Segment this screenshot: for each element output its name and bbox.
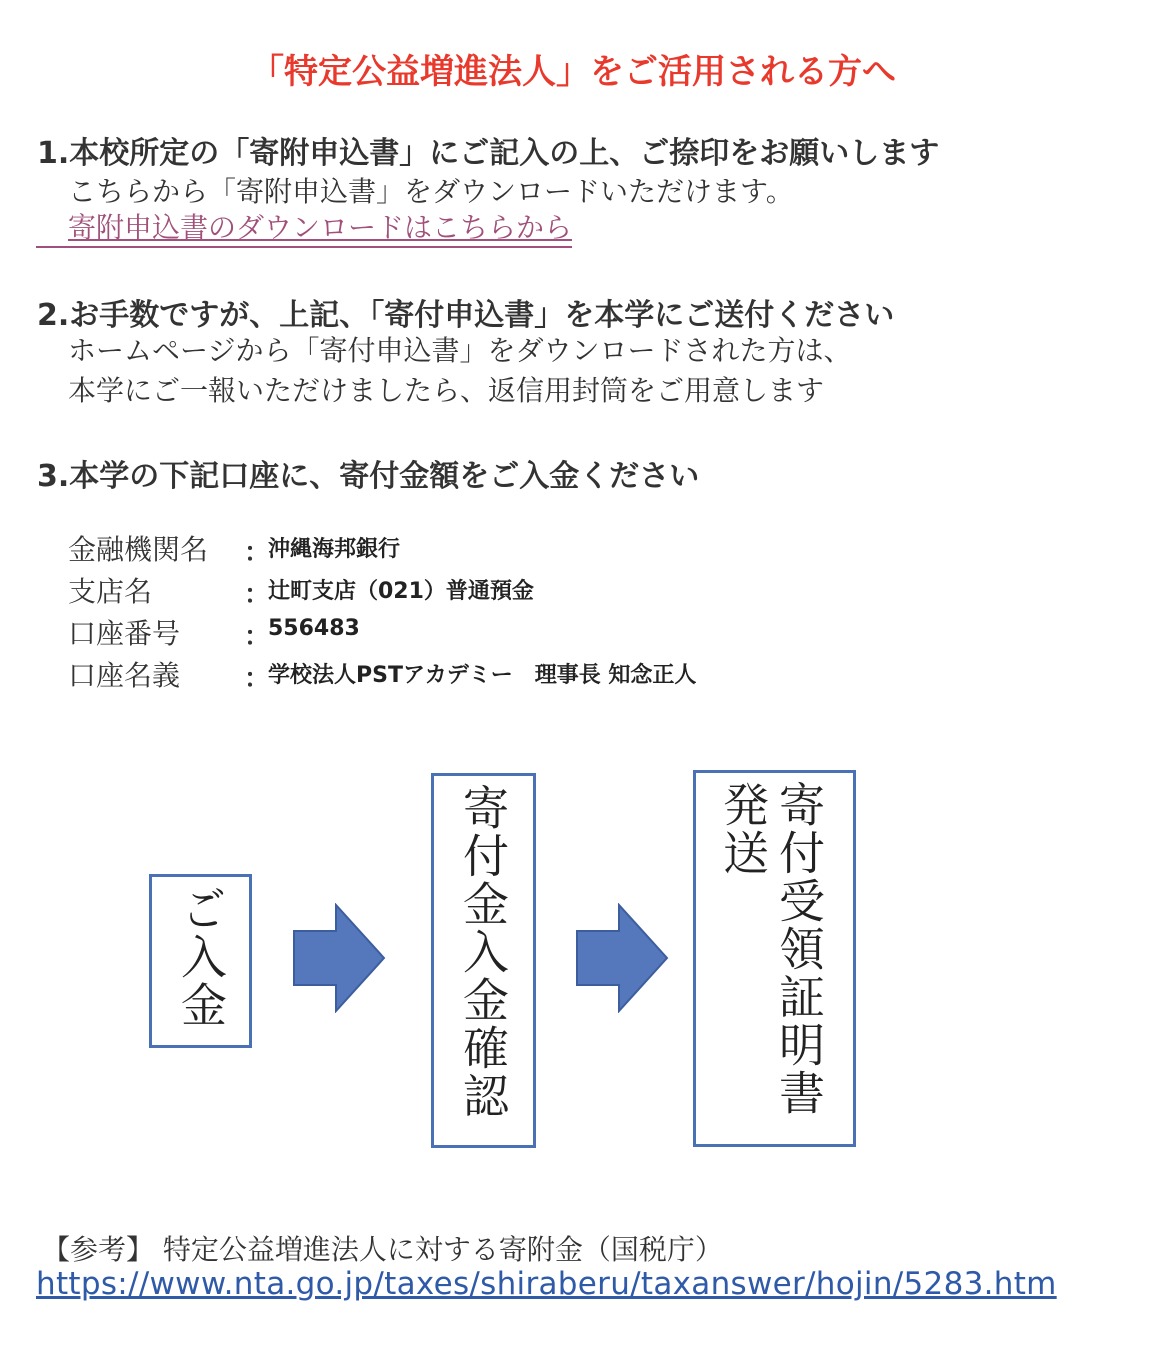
- account-holder-colon: ：: [244, 664, 271, 694]
- step2-heading: 2.お手数ですが、上記、「寄付申込書」を本学にご送付ください: [37, 298, 895, 333]
- reference-url-link[interactable]: https://www.nta.go.jp/taxes/shiraberu/taxanswer/hojin/5283.htm: [36, 1266, 1057, 1302]
- flow-box-receipt-dispatch-label: 発送: [716, 781, 770, 877]
- page-title: 「特定公益増進法人」をご活用される方へ: [250, 52, 896, 92]
- account-number-label: 口座番号: [68, 617, 181, 650]
- account-number-colon: ：: [244, 622, 271, 652]
- branch-colon: ：: [244, 580, 271, 610]
- bank-name-value: 沖縄海邦銀行: [268, 537, 401, 562]
- step1-heading: 1.本校所定の「寄附申込書」にご記入の上、ご捺印をお願いします: [37, 136, 940, 171]
- application-download-link[interactable]: [36, 210, 572, 248]
- step2-description-line2: 本学にご一報いただけましたら、返信用封筒をご用意します: [68, 374, 825, 407]
- account-number-value: 556483: [268, 616, 360, 641]
- flow-box-confirmation-label: 寄付金入金確認: [456, 784, 510, 1120]
- flow-box-receipt-label: 寄付受領証明書: [772, 781, 826, 1117]
- flow-box-confirmation: [431, 773, 536, 1148]
- reference-text: 【参考】 特定公益増進法人に対する寄附金（国税庁）: [42, 1233, 723, 1266]
- bank-name-label: 金融機関名: [68, 533, 209, 566]
- bank-name-colon: ：: [244, 538, 271, 568]
- step2-description-line1: ホームページから「寄付申込書」をダウンロードされた方は、: [68, 334, 852, 367]
- right-arrow-icon: [575, 903, 669, 1013]
- account-holder-value: 学校法人PSTアカデミー 理事長 知念正人: [268, 663, 697, 688]
- right-arrow-icon: [292, 903, 386, 1013]
- flow-box-receipt: [693, 770, 856, 1147]
- branch-value: 辻町支店（021）普通預金: [268, 579, 534, 604]
- application-download-link-text[interactable]: 寄附申込書のダウンロードはこちらから: [68, 211, 573, 244]
- branch-label: 支店名: [68, 575, 153, 608]
- step3-heading: 3.本学の下記口座に、寄付金額をご入金ください: [37, 459, 700, 494]
- step1-description: こちらから「寄附申込書」をダウンロードいただけます。: [68, 175, 794, 208]
- account-holder-label: 口座名義: [68, 659, 181, 692]
- flow-box-payment-label: ご入金: [174, 885, 228, 1029]
- flow-box-payment: [149, 874, 252, 1048]
